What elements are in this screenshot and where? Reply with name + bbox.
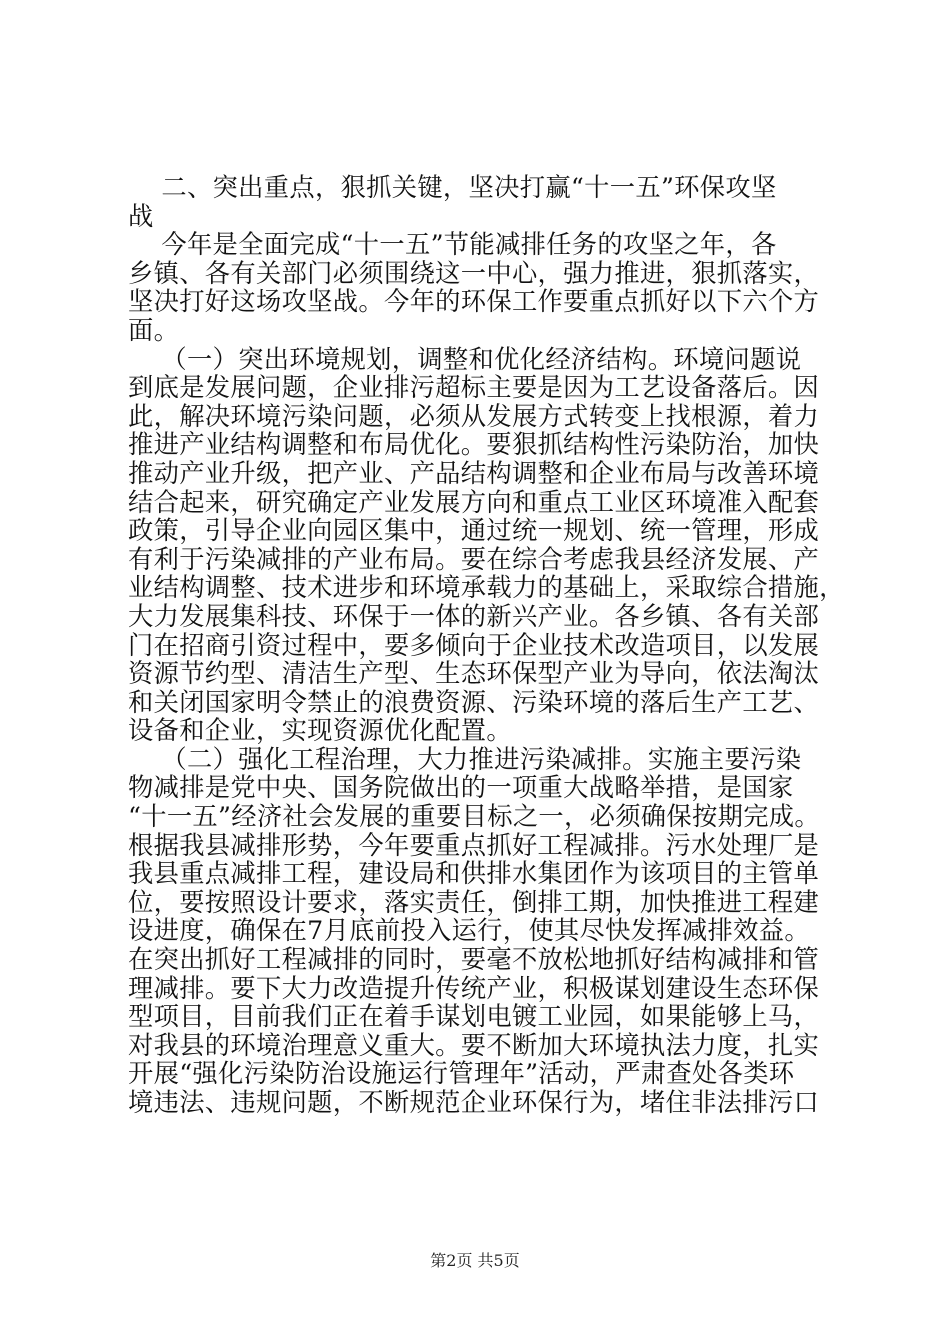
page-footer [0,1251,950,1271]
text-line: 此，解决环境污染问题，必须从发展方式转变上找根源，着力 [128,401,820,431]
text-line: 业结构调整、技术进步和环境承载力的基础上，采取综合措施， [128,573,845,603]
text-line: 设备和企业，实现资源优化配置。 [128,716,512,746]
text-line: 政策，引导企业向园区集中，通过统一规划、统一管理，形成 [128,516,820,546]
text-line: 推进产业结构调整和布局优化。要狠抓结构性污染防治，加快 [128,430,820,460]
text-line: 根据我县减排形势，今年要重点抓好工程减排。污水处理厂是 [128,830,820,860]
text-line: （一）突出环境规划，调整和优化经济结构。环境问题说 [128,344,802,374]
text-line: 对我县的环境治理意义重大。要不断加大环境执法力度，扎实 [128,1030,820,1060]
text-line: 设进度，确保在7月底前投入运行，使其尽快发挥减排效益。 [128,916,810,946]
text-line: 大力发展集科技、环保于一体的新兴产业。各乡镇、各有关部 [128,601,820,631]
text-line: 我县重点减排工程，建设局和供排水集团作为该项目的主管单 [128,859,820,889]
text-line: 结合起来，研究确定产业发展方向和重点工业区环境准入配套 [128,487,820,517]
page-number: 第2页 共5页 [430,1251,520,1270]
text-line: 资源节约型、清洁生产型、生态环保型产业为导向，依法淘汰 [128,659,820,689]
text-line: 和关闭国家明令禁止的浪费资源、污染环境的落后生产工艺、 [128,687,820,717]
text-line: 境违法、违规问题，不断规范企业环保行为，堵住非法排污口 [128,1088,820,1117]
text-line: （二）强化工程治理，大力推进污染减排。实施主要污染 [128,744,802,774]
text-line: 坚决打好这场攻坚战。今年的环保工作要重点抓好以下六个方 [128,287,820,317]
text-line: 面。 [128,315,180,345]
text-line: 位，要按照设计要求，落实责任，倒排工期，加快推进工程建 [128,887,820,917]
text-line: 战 [128,201,154,231]
text-line: 乡镇、各有关部门必须围绕这一中心，强力推进，狠抓落实， [128,258,820,288]
text-line: 门在招商引资过程中，要多倾向于企业技术改造项目，以发展 [128,630,820,660]
text-line: 二、突出重点，狠抓关键，坚决打赢“十一五”环保攻坚 [128,173,777,202]
text-line: 今年是全面完成“十一五”节能减排任务的攻坚之年，各 [128,230,777,260]
text-line: 到底是发展问题，企业排污超标主要是因为工艺设备落后。因 [128,373,820,403]
text-line: “十一五”经济社会发展的重要目标之一，必须确保按期完成。 [128,802,820,832]
text-line: 理减排。要下大力改造提升传统产业，积极谋划建设生态环保 [128,973,820,1003]
text-line: 在突出抓好工程减排的同时，要毫不放松地抓好结构减排和管 [128,945,820,975]
text-line: 型项目，目前我们正在着手谋划电镀工业园，如果能够上马， [128,1002,820,1032]
text-line: 物减排是党中央、国务院做出的一项重大战略举措，是国家 [128,773,794,803]
text-line: 有利于污染减排的产业布局。要在综合考虑我县经济发展、产 [128,544,820,574]
text-line: 开展“强化污染防治设施运行管理年”活动，严肃查处各类环 [128,1059,795,1089]
document-body [128,173,845,1118]
text-line: 推动产业升级，把产业、产品结构调整和企业布局与改善环境 [128,458,820,488]
